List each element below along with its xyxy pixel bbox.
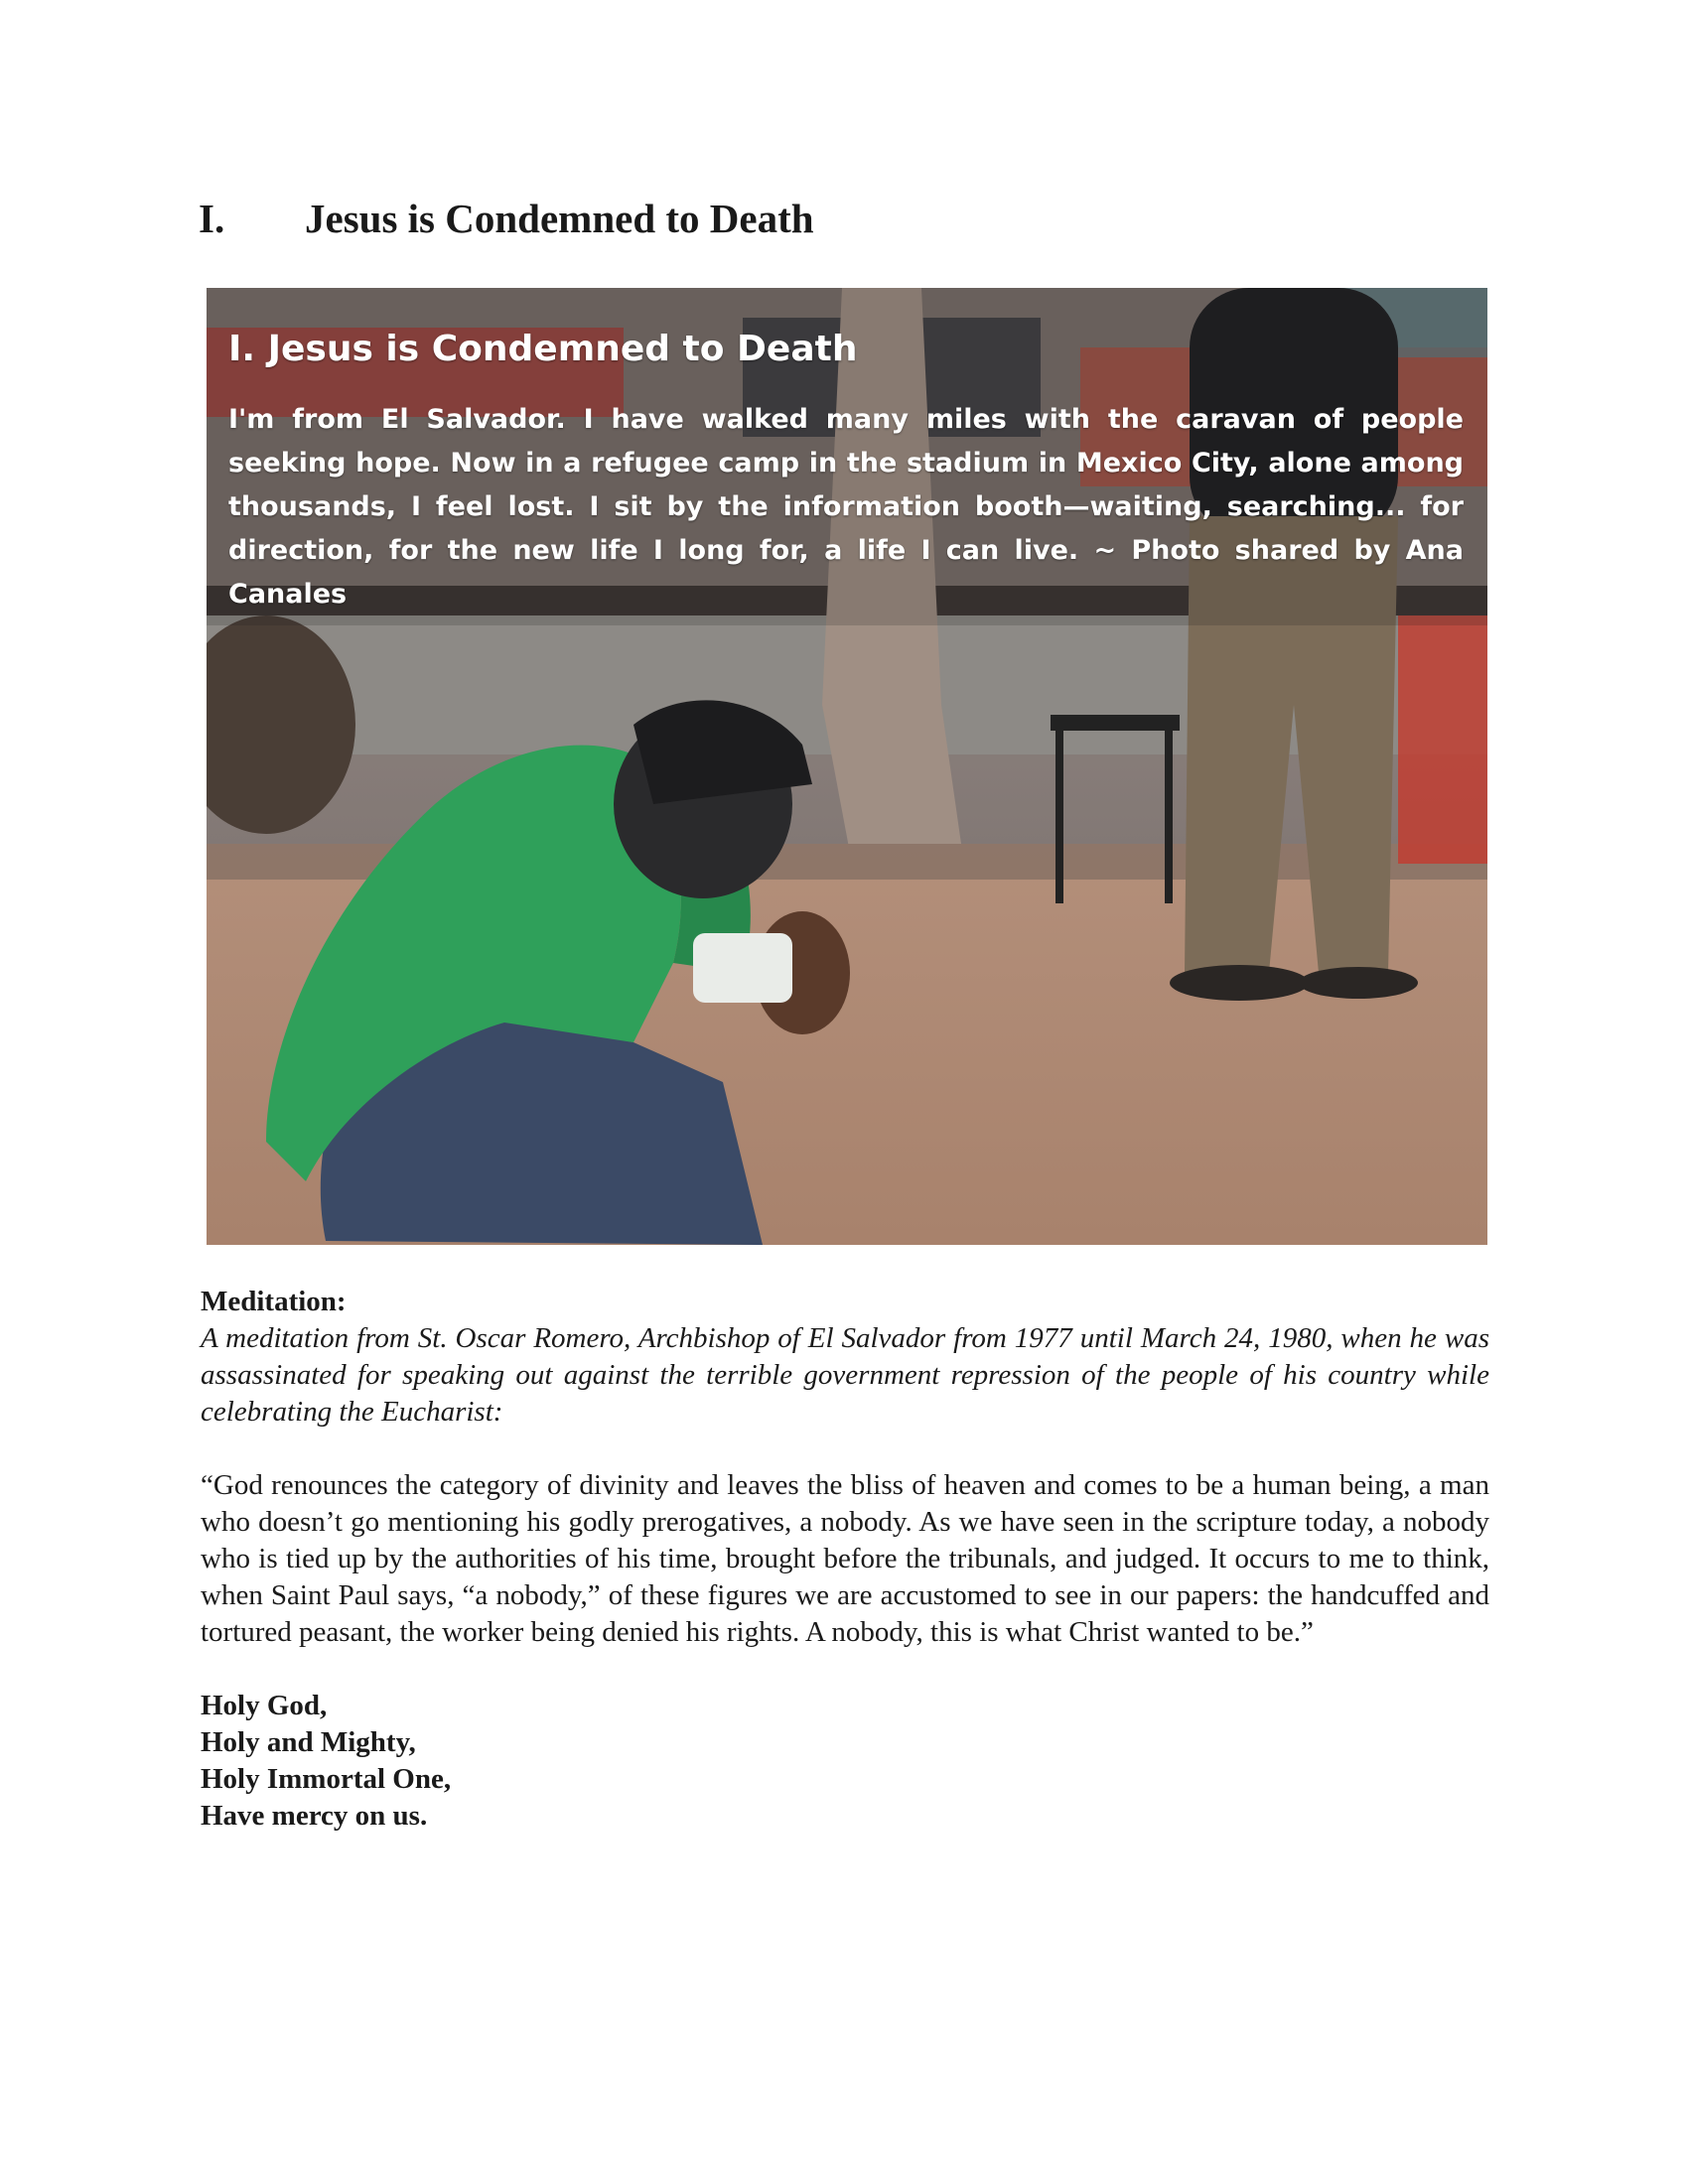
overlay-caption: I'm from El Salvador. I have walked many miles with the caravan of people seeking hope. Now in a refugee camp in the stadium in Mexico City, alone among thousands, I feel lost. I sit by the information booth—waiting, searching... for direction, for the new life I long for, a life I can live. ~ Photo shared by Ana Canales [228, 404, 1464, 611]
meditation-intro: A meditation from St. Oscar Romero, Archbishop of El Salvador from 1977 until March 24, 1980, when he was assassinated for speaking out against the terrible government repression of the people of his country while celebrating the Eucharist: [201, 1322, 1489, 1428]
meditation-section [201, 1284, 1489, 1835]
page-heading [199, 195, 814, 243]
romero-quote: “God renounces the category of divinity and leaves the bliss of heaven and comes to be a human being, a man who doesn’t go mentioning his godly prerogatives, a nobody. As we have seen in the scripture today, a nobody who is tied up by the authorities of his time, brought before the tribunals, and judged. It occurs to me to think, when Saint Paul says, “a nobody,” of these figures we are accustomed to see in our papers: the handcuffed and tortured peasant, the worker being denied his rights. A nobody, this is what Christ wanted to be.” [201, 1469, 1489, 1648]
prayer-line: Holy Immortal One, [201, 1763, 452, 1795]
meditation-label: Meditation: [201, 1286, 347, 1317]
prayer-line: Holy God, [201, 1690, 328, 1721]
meditation-photo [207, 288, 1487, 1245]
heading-numeral: I. [199, 196, 225, 241]
overlay-title: I. Jesus is Condemned to Death [228, 329, 858, 369]
prayer-response [201, 1688, 1489, 1835]
prayer-line: Holy and Mighty, [201, 1726, 416, 1758]
heading-title: Jesus is Condemned to Death [305, 196, 814, 241]
prayer-line: Have mercy on us. [201, 1800, 428, 1832]
photo-caption-overlay [228, 328, 1464, 616]
